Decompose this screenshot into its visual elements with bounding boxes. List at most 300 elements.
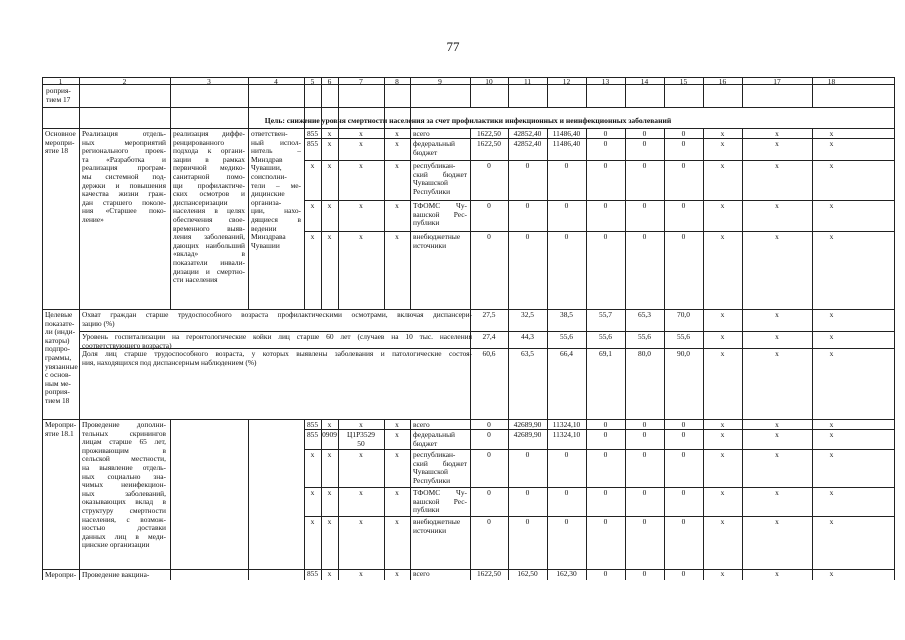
rule-v xyxy=(384,128,385,310)
kbk-vr: x xyxy=(395,201,399,210)
year-value: x xyxy=(829,232,834,241)
activity-18-1-name-line: ятие 18.1 xyxy=(45,428,74,438)
activity-18-approach-line: обеспечения свое- xyxy=(173,214,245,224)
rule-v xyxy=(338,128,339,310)
indicator-value: x xyxy=(775,349,779,358)
indicator-value: x xyxy=(720,349,725,358)
rule-h xyxy=(304,449,895,450)
year-value: 0 xyxy=(681,488,686,497)
year-value: 1622,50 xyxy=(476,569,502,578)
activity-18-executors xyxy=(251,130,301,250)
prev-row-label-line: тием 17 xyxy=(46,94,71,104)
year-value: 0 xyxy=(525,450,530,459)
year-value: 0 xyxy=(487,420,491,429)
col-header: 18 xyxy=(827,77,836,86)
rule-h xyxy=(304,516,895,517)
indicator-text-line: соответствующего возраста) xyxy=(82,340,172,350)
kbk-vr: x xyxy=(395,517,399,526)
year-value: 0 xyxy=(564,517,569,526)
year-value: x xyxy=(720,517,725,526)
activity-18-1-description-line: проживающим в xyxy=(82,445,166,455)
year-value: x xyxy=(775,232,779,241)
col-header: 17 xyxy=(773,77,781,86)
col-header: 15 xyxy=(679,77,688,86)
indicator-text-line: ния, находящихся под диспансерным наблюдением (%) xyxy=(82,357,257,367)
col-header: 1 xyxy=(58,77,63,86)
activity-18-description-line: мы системной под- xyxy=(82,171,166,181)
year-value: 0 xyxy=(642,430,647,439)
rule-v xyxy=(170,128,171,310)
indicator-value: x xyxy=(829,349,834,358)
year-value: x xyxy=(720,161,725,170)
col-header: 12 xyxy=(562,77,571,86)
indicators-label-line: тием 18 xyxy=(45,395,70,405)
activity-18-description-line: ных мероприятий xyxy=(82,137,166,147)
activity-18-approach-line: ления заболеваний, xyxy=(173,232,245,242)
funding-source xyxy=(413,202,467,228)
activity-18-1-description-line: лицам старше 65 лет, xyxy=(82,437,166,447)
indicator-value: 32,5 xyxy=(521,310,534,319)
kbk-rz: 0909 xyxy=(322,430,337,439)
activity-18-1-name-line: Меропри- xyxy=(45,420,77,429)
year-value: 0 xyxy=(681,430,686,439)
indicator-value: 55,7 xyxy=(599,310,612,319)
year-value: 0 xyxy=(603,420,608,429)
indicator-value: x xyxy=(720,310,725,319)
goal-heading: Цель: снижение уровня смертности населения за счет профилактики инфекционных и неинфекционных заболеваний xyxy=(264,116,672,125)
kbk-csr: x xyxy=(359,129,363,138)
year-value: 0 xyxy=(525,232,530,241)
kbk-rz: x xyxy=(327,488,332,497)
col-header: 2 xyxy=(122,77,127,86)
year-value: 0 xyxy=(564,488,569,497)
rule-v xyxy=(304,419,305,580)
kbk-vr: x xyxy=(395,161,399,170)
activity-18-description-line: дан старшего поколе- xyxy=(82,197,166,207)
year-value: 0 xyxy=(564,201,569,210)
kbk-gr: 855 xyxy=(306,569,319,578)
col-header: 9 xyxy=(438,77,442,86)
year-value: 1622,50 xyxy=(476,139,502,148)
year-value: x xyxy=(775,517,779,526)
activity-18-executors-line: ведении xyxy=(251,223,277,233)
col-header: 7 xyxy=(359,77,363,86)
year-value: x xyxy=(829,517,834,526)
year-value: x xyxy=(829,430,834,439)
rule-v xyxy=(79,309,80,420)
indicator-text xyxy=(82,350,472,367)
indicator-value: 44,3 xyxy=(521,332,534,341)
indicator-value: 55,6 xyxy=(677,332,690,341)
kbk-csr-line: 50 xyxy=(357,438,365,448)
funding-source-line: федеральный xyxy=(413,139,455,148)
year-value: 0 xyxy=(487,430,491,439)
indicator-text-line: Охват граждан старше трудоспособного возраста профилактическими осмотрами, включая диспансери- xyxy=(82,310,472,319)
kbk-vr: x xyxy=(395,569,399,578)
rule-v xyxy=(248,419,249,580)
funding-source-line: публики xyxy=(413,218,440,228)
year-value: 0 xyxy=(681,232,686,241)
year-value: 0 xyxy=(642,201,647,210)
activity-18-1-description-line: Проведение дополни- xyxy=(82,420,166,429)
year-value: 0 xyxy=(525,161,530,170)
kbk-csr xyxy=(338,431,384,448)
year-value: 0 xyxy=(642,161,647,170)
col-header: 4 xyxy=(274,77,278,86)
funding-source-line: источники xyxy=(413,240,447,250)
funding-source-line: вашской Рес- xyxy=(413,496,467,506)
year-value: 0 xyxy=(487,450,491,459)
year-value: x xyxy=(720,420,725,429)
rule-v xyxy=(410,128,411,310)
funding-source-line: республикан- xyxy=(413,161,456,170)
col-header: 13 xyxy=(601,77,610,86)
year-value: 0 xyxy=(642,232,647,241)
activity-18-executors-line: ответствен- xyxy=(251,129,288,138)
year-value: 42689,90 xyxy=(513,430,542,439)
indicator-value: 70,0 xyxy=(677,310,690,319)
year-value: x xyxy=(829,420,834,429)
activity-18-description-line: регионального проек- xyxy=(82,146,166,156)
kbk-vr: x xyxy=(395,488,399,497)
year-value: 0 xyxy=(487,517,491,526)
activity-18-approach-line: сти населения xyxy=(173,275,218,285)
year-value: 0 xyxy=(681,129,686,138)
kbk-csr: x xyxy=(359,420,363,429)
activity-18-name-line: ятие 18 xyxy=(45,146,69,156)
rule-v xyxy=(321,419,322,580)
year-value: 0 xyxy=(681,517,686,526)
indicators-label-line: граммы, xyxy=(45,352,72,362)
funding-source: всего xyxy=(413,420,430,429)
indicators-label xyxy=(45,311,78,406)
kbk-gr: x xyxy=(310,201,315,210)
activity-18-1-description-line: чимых неинфекцион- xyxy=(82,480,166,490)
year-value: x xyxy=(829,201,834,210)
kbk-vr: x xyxy=(395,139,399,148)
indicator-text-line: зацию (%) xyxy=(82,318,115,328)
indicator-value: x xyxy=(775,332,779,341)
funding-source xyxy=(413,431,467,448)
year-value: 11324,10 xyxy=(552,430,581,439)
indicators-label-line: Целевые xyxy=(45,310,73,319)
funding-source-line: внебюджетные xyxy=(413,232,461,241)
kbk-gr: x xyxy=(310,517,315,526)
activity-18-approach-line: щи профилактиче- xyxy=(173,180,245,190)
kbk-csr: x xyxy=(359,488,363,497)
kbk-rz: x xyxy=(327,139,332,148)
year-value: 0 xyxy=(603,139,608,148)
activity-18-1-description-line: ных заболеваний, xyxy=(82,488,166,498)
indicators-label-line: показате- xyxy=(45,318,75,328)
year-value: 0 xyxy=(564,161,569,170)
funding-source-line: бюджет xyxy=(413,438,438,448)
year-value: x xyxy=(720,569,725,578)
kbk-gr: 855 xyxy=(306,129,319,138)
prev-row-label xyxy=(46,87,78,104)
activity-18-approach-line: реализация диффе- xyxy=(173,129,245,138)
kbk-vr: x xyxy=(395,129,399,138)
year-value: x xyxy=(720,201,725,210)
col-header: 6 xyxy=(327,77,332,86)
year-value: 0 xyxy=(525,201,530,210)
indicators-label-line: с основ- xyxy=(45,370,71,380)
indicator-value: x xyxy=(829,310,834,319)
funding-source-line: ТФОМС Чу- xyxy=(413,201,467,210)
kbk-rz: x xyxy=(327,569,332,578)
activity-18-1-description xyxy=(82,421,166,550)
col-header: 14 xyxy=(640,77,649,86)
activity-18-name xyxy=(45,130,78,156)
year-value: 0 xyxy=(603,129,608,138)
indicators-label-line: ли (инди- xyxy=(45,327,76,337)
year-value: x xyxy=(720,488,725,497)
activity-18-executors-line: дящиеся в xyxy=(251,214,301,224)
year-value: 0 xyxy=(564,450,569,459)
activity-18-1-name xyxy=(45,421,78,438)
year-value: x xyxy=(775,129,779,138)
indicator-value: 27,5 xyxy=(482,310,496,319)
funding-source-line: ский бюджет xyxy=(413,169,467,179)
year-value: 42852,40 xyxy=(513,129,542,138)
kbk-rz: x xyxy=(327,517,332,526)
kbk-vr: x xyxy=(395,420,399,429)
kbk-vr: x xyxy=(395,232,399,241)
funding-source xyxy=(413,489,467,515)
indicator-value: 90,0 xyxy=(677,349,690,358)
activity-18-approach-line: дизации и смертно- xyxy=(173,266,245,276)
year-value: 0 xyxy=(681,420,686,429)
funding-source-line: внебюджетные xyxy=(413,517,461,526)
kbk-csr: x xyxy=(359,139,363,148)
year-value: 0 xyxy=(642,517,647,526)
activity-18-2-name: Меропри- xyxy=(45,570,77,579)
rule-v xyxy=(410,419,411,580)
year-value: 0 xyxy=(681,161,686,170)
year-value: x xyxy=(720,129,725,138)
activity-18-description xyxy=(82,130,166,225)
year-value: 162,30 xyxy=(556,569,577,578)
year-value: 1622,50 xyxy=(476,129,502,138)
col-header: 8 xyxy=(395,77,399,86)
rule-h xyxy=(304,231,895,232)
activity-18-1-description-line: цинские организации xyxy=(82,540,150,550)
kbk-csr: x xyxy=(359,569,363,578)
funding-source xyxy=(413,162,467,196)
activity-18-executors-line: ный испол- xyxy=(251,137,301,147)
year-value: 0 xyxy=(603,201,608,210)
year-value: 0 xyxy=(681,201,686,210)
funding-source-line: федеральный xyxy=(413,430,455,439)
col-header: 16 xyxy=(718,77,727,86)
activity-18-approach-line: зации в рамках xyxy=(173,154,245,164)
year-value: 0 xyxy=(487,161,491,170)
funding-source xyxy=(413,233,467,250)
activity-18-executors-line: дицинские xyxy=(251,189,285,199)
rule-h xyxy=(304,160,895,161)
prev-row-label-line: роприя- xyxy=(46,86,71,95)
year-value: x xyxy=(720,232,725,241)
year-value: 11324,10 xyxy=(552,420,581,429)
year-value: 0 xyxy=(642,129,647,138)
col-header: 3 xyxy=(207,77,211,86)
kbk-gr: 855 xyxy=(306,420,319,429)
year-value: 42689,90 xyxy=(513,420,542,429)
rule-v xyxy=(304,128,305,310)
indicator-value: 27,4 xyxy=(482,332,496,341)
rule-v xyxy=(170,419,171,580)
year-value: x xyxy=(829,129,834,138)
activity-18-2-description: Проведение вакцина- xyxy=(82,570,150,579)
year-value: 11486,40 xyxy=(552,129,581,138)
kbk-gr: x xyxy=(310,161,315,170)
rule-h xyxy=(304,200,895,201)
rule-h xyxy=(304,487,895,488)
activity-18-description-line: качества жизни граж- xyxy=(82,189,166,199)
kbk-csr: x xyxy=(359,232,363,241)
year-value: 0 xyxy=(487,488,491,497)
activity-18-executors-line: организа- xyxy=(251,197,282,207)
year-value: x xyxy=(829,139,834,148)
kbk-gr: x xyxy=(310,488,315,497)
activity-18-approach-line: дающих наибольший xyxy=(173,240,245,250)
year-value: x xyxy=(775,420,779,429)
col-header: 11 xyxy=(523,77,532,86)
indicators-label-line: роприя- xyxy=(45,387,70,397)
funding-source xyxy=(413,140,467,157)
year-value: 42852,40 xyxy=(513,139,542,148)
indicator-value: x xyxy=(720,332,725,341)
funding-source-line: вашской Рес- xyxy=(413,209,467,219)
activity-18-approach-line: ских осмотров и xyxy=(173,189,245,199)
activity-18-1-description-line: на выявление отдель- xyxy=(82,462,166,472)
year-value: 0 xyxy=(603,161,608,170)
funding-source-line: республикан- xyxy=(413,450,456,459)
year-value: 0 xyxy=(603,488,608,497)
page-number: 77 xyxy=(446,39,460,54)
year-value: 0 xyxy=(681,450,686,459)
kbk-gr: 855 xyxy=(306,139,319,148)
funding-source-line: Республики xyxy=(413,475,451,485)
funding-source xyxy=(413,451,467,485)
activity-18-approach-line: санитарной помо- xyxy=(173,171,245,181)
rule-v xyxy=(248,128,249,310)
funding-source-line: ТФОМС Чу- xyxy=(413,488,467,497)
funding-source: всего xyxy=(413,569,430,578)
kbk-csr-line: Ц1Р3529 xyxy=(347,430,375,439)
rule-v xyxy=(384,419,385,580)
activity-18-approach-line: диспансеризации xyxy=(173,197,228,207)
funding-source: всего xyxy=(413,129,430,138)
indicator-text xyxy=(82,311,472,328)
col-header: 5 xyxy=(310,77,315,86)
activity-18-1-description-line: тельных скринингов xyxy=(82,428,166,438)
funding-source-line: источники xyxy=(413,525,447,535)
kbk-csr: x xyxy=(359,201,363,210)
activity-18-1-description-line: населения, с возмож- xyxy=(82,514,166,524)
year-value: 0 xyxy=(525,488,530,497)
indicator-value: 80,0 xyxy=(638,349,651,358)
funding-source-line: Республики xyxy=(413,186,451,196)
year-value: x xyxy=(829,161,834,170)
year-value: 0 xyxy=(525,517,530,526)
activity-18-approach-line: временного выяв- xyxy=(173,223,245,233)
indicator-value: 69,1 xyxy=(599,349,612,358)
activity-18-approach-line: показатели инвали- xyxy=(173,257,245,267)
indicator-value: 66,4 xyxy=(560,349,573,358)
activity-18-approach-line: первичной медико- xyxy=(173,163,245,173)
indicator-value: 55,6 xyxy=(599,332,612,341)
funding-source-line: Чувашской xyxy=(413,467,449,477)
indicators-label-line: ным ме- xyxy=(45,378,71,388)
year-value: 0 xyxy=(642,420,647,429)
indicator-value: x xyxy=(775,310,779,319)
activity-18-description-line: держки и повышения xyxy=(82,180,166,190)
kbk-vr: x xyxy=(395,450,399,459)
funding-source xyxy=(413,518,467,535)
year-value: 0 xyxy=(487,201,491,210)
activity-18-executors-line: нитель – xyxy=(251,146,301,156)
activity-18-approach-line: «вклад» в xyxy=(173,249,245,259)
activity-18-executors-line: Минздрав xyxy=(251,154,283,164)
kbk-rz: x xyxy=(327,161,332,170)
year-value: 0 xyxy=(564,232,569,241)
year-value: x xyxy=(775,450,779,459)
year-value: x xyxy=(829,450,834,459)
activity-18-1-description-line: ностью доставки xyxy=(82,523,166,533)
activity-18-1-description-line: оказывающих вклад в xyxy=(82,497,166,507)
year-value: x xyxy=(720,139,725,148)
activity-18-executors-line: Минздрава xyxy=(251,232,286,242)
activity-18-executors-line: Чувашии, xyxy=(251,163,282,173)
indicator-value: x xyxy=(829,332,834,341)
indicator-value: 60,6 xyxy=(482,349,496,358)
year-value: x xyxy=(720,430,725,439)
year-value: 11486,40 xyxy=(552,139,581,148)
year-value: x xyxy=(775,430,779,439)
rule-v xyxy=(79,419,80,580)
rule-v xyxy=(79,128,80,310)
activity-18-description-line: Реализация отдель- xyxy=(82,129,166,138)
activity-18-1-description-line: ных социально зна- xyxy=(82,471,166,481)
kbk-csr: x xyxy=(359,517,363,526)
year-value: x xyxy=(775,488,779,497)
year-value: 0 xyxy=(487,232,491,241)
activity-18-executors-line: ции, нахо- xyxy=(251,206,301,216)
indicator-value: 55,6 xyxy=(638,332,651,341)
year-value: x xyxy=(775,569,779,578)
year-value: 162,50 xyxy=(517,569,538,578)
kbk-vr: x xyxy=(395,430,399,439)
activity-18-approach xyxy=(173,130,245,285)
kbk-rz: x xyxy=(327,420,332,429)
funding-source-line: Чувашской xyxy=(413,178,449,188)
funding-source-line: публики xyxy=(413,505,440,515)
activity-18-approach-line: подхода к органи- xyxy=(173,146,245,156)
activity-18-1-description-line: сельской местности, xyxy=(82,454,166,464)
year-value: x xyxy=(829,569,834,578)
kbk-rz: x xyxy=(327,129,332,138)
activity-18-1-description-line: структуру смертности xyxy=(82,505,166,515)
year-value: 0 xyxy=(603,569,608,578)
indicator-text xyxy=(82,333,472,350)
activity-18-description-line: ление» xyxy=(82,214,104,224)
indicators-label-line: подпро- xyxy=(45,344,71,354)
indicator-value: 63,5 xyxy=(521,349,534,358)
kbk-rz: x xyxy=(327,232,332,241)
kbk-gr: 855 xyxy=(306,430,319,439)
kbk-gr: x xyxy=(310,232,315,241)
